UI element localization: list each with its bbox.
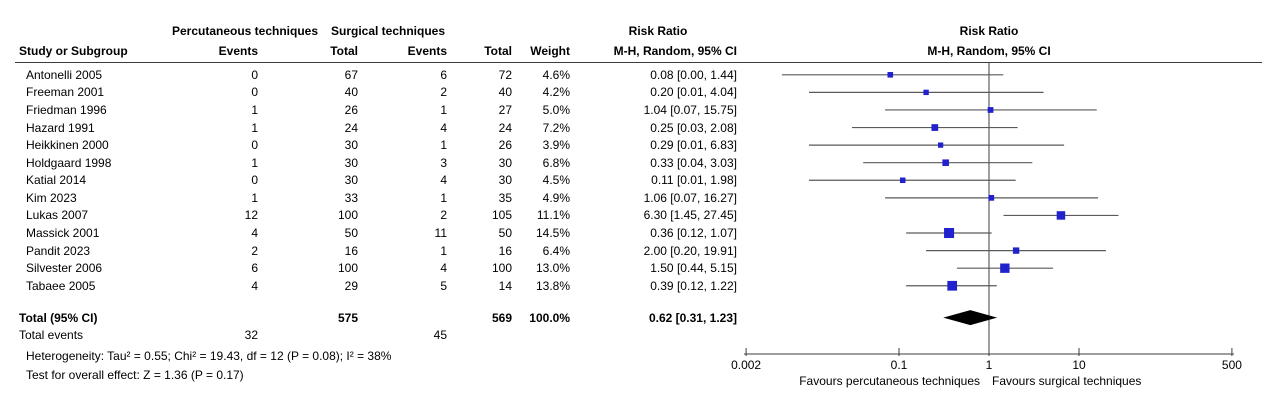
ci-text-cell: 2.00 [0.20, 19.91] [643, 243, 737, 258]
effect-marker [944, 228, 954, 238]
plot-header-mh-ci: M-H, Random, 95% CI [927, 44, 1051, 58]
study-name: Katial 2014 [26, 173, 87, 188]
effect-marker [923, 90, 928, 95]
effect-marker [988, 107, 994, 113]
study-name: Tabaee 2005 [26, 278, 96, 293]
ci-text-cell: 1.50 [0.44, 5.15] [650, 261, 737, 276]
ci-text-cell: 0.39 [0.12, 1.22] [650, 278, 737, 293]
events-surgical-cell: 2 [440, 208, 447, 223]
weight-cell: 5.0% [542, 103, 570, 117]
events-surgical-cell: 1 [440, 138, 447, 153]
events-surgical-cell: 1 [440, 103, 447, 117]
events-surgical-cell: 5 [440, 278, 447, 293]
events-surgical-cell: 3 [440, 155, 447, 170]
total-surgical-cell: 16 [498, 243, 512, 258]
total-participants-percutaneous: 575 [337, 311, 358, 325]
study-name: Kim 2023 [26, 190, 77, 205]
header-divider-line [15, 62, 1262, 63]
total-surgical-cell: 27 [498, 103, 512, 117]
effect-marker [988, 195, 994, 201]
effect-marker [900, 178, 906, 184]
summary-diamond [943, 310, 997, 325]
events-percutaneous-cell: 1 [251, 120, 258, 135]
effect-marker [931, 124, 938, 131]
group-header-surgical: Surgical techniques [330, 24, 446, 38]
ci-text-cell: 0.25 [0.03, 2.08] [650, 120, 737, 135]
group-header-percutaneous: Percutaneous techniques [171, 24, 319, 38]
events-surgical-cell: 1 [440, 243, 447, 258]
total-percutaneous-cell: 33 [344, 190, 358, 205]
weight-cell: 6.8% [542, 155, 570, 170]
axis-tick-label: 1 [985, 358, 993, 372]
events-surgical-cell: 4 [440, 173, 447, 188]
study-name: Friedman 1996 [26, 103, 107, 117]
total-participants-surgical: 569 [491, 311, 512, 325]
study-name: Pandit 2023 [26, 243, 91, 258]
total-weight: 100.0% [529, 311, 570, 325]
weight-cell: 4.6% [542, 67, 570, 82]
weight-cell: 11.1% [536, 208, 570, 223]
events-percutaneous-cell: 1 [251, 190, 258, 205]
total-surgical-cell: 72 [498, 67, 512, 82]
weight-cell: 3.9% [542, 138, 570, 153]
total-percutaneous-cell: 40 [344, 85, 358, 100]
total-surgical-cell: 40 [498, 85, 512, 100]
total-percutaneous-cell: 16 [344, 243, 358, 258]
total-percutaneous-cell: 30 [344, 173, 358, 188]
col-header-weight: Weight [530, 44, 570, 58]
axis-tick-label: 0.1 [890, 358, 908, 372]
effect-marker [1000, 264, 1009, 273]
weight-cell: 7.2% [542, 120, 570, 135]
study-name: Freeman 2001 [26, 85, 105, 100]
events-percutaneous-cell: 0 [251, 85, 258, 100]
events-surgical-cell: 11 [434, 226, 447, 240]
total-surgical-cell: 26 [498, 138, 512, 153]
total-events-percutaneous: 32 [244, 328, 258, 342]
total-percutaneous-cell: 100 [337, 208, 358, 223]
total-percutaneous-cell: 100 [337, 261, 358, 276]
risk-ratio-text-col-title: Risk Ratio [628, 24, 688, 38]
events-percutaneous-cell: 6 [251, 261, 258, 276]
col-header-events-percutaneous: Events [218, 44, 258, 58]
study-name: Hazard 1991 [26, 120, 95, 135]
weight-cell: 14.5% [535, 226, 570, 240]
events-percutaneous-cell: 4 [251, 278, 258, 293]
events-surgical-cell: 6 [440, 67, 447, 82]
ci-text-cell: 0.20 [0.01, 4.04] [650, 85, 737, 100]
weight-cell: 4.5% [542, 173, 570, 188]
ci-text-cell: 0.33 [0.04, 3.03] [650, 155, 737, 170]
ci-text-cell: 0.08 [0.00, 1.44] [650, 67, 737, 82]
total-surgical-cell: 35 [498, 190, 512, 205]
effect-marker [887, 72, 893, 78]
total-percutaneous-cell: 24 [344, 120, 358, 135]
events-percutaneous-cell: 0 [251, 67, 258, 82]
total-surgical-cell: 50 [498, 226, 512, 240]
ci-text-cell: 1.06 [0.07, 16.27] [643, 190, 737, 205]
events-surgical-cell: 4 [440, 120, 447, 135]
weight-cell: 4.2% [542, 85, 570, 100]
favours-left-label: Favours percutaneous techniques [799, 374, 980, 388]
events-surgical-cell: 4 [440, 261, 447, 276]
risk-ratio-plot-title: Risk Ratio [959, 24, 1019, 38]
total-surgical-cell: 30 [498, 173, 512, 188]
total-percutaneous-cell: 30 [344, 138, 358, 153]
favours-right-label: Favours surgical techniques [992, 374, 1142, 388]
heterogeneity-stats: Heterogeneity: Tau² = 0.55; Chi² = 19.43, df = 12 (P = 0.08); I² = 38% [26, 349, 392, 363]
col-header-mh-ci-text: M-H, Random, 95% CI [613, 44, 737, 58]
col-header-events-surgical: Events [407, 44, 447, 58]
weight-cell: 13.8% [535, 278, 570, 293]
total-surgical-cell: 30 [498, 155, 512, 170]
events-surgical-cell: 2 [440, 85, 447, 100]
events-percutaneous-cell: 1 [251, 155, 258, 170]
total-ci-text: 0.62 [0.31, 1.23] [648, 311, 737, 325]
weight-cell: 13.0% [535, 261, 570, 276]
total-percutaneous-cell: 29 [344, 278, 358, 293]
col-header-total-percutaneous: Total [330, 44, 358, 58]
effect-marker [947, 281, 957, 291]
study-name: Lukas 2007 [26, 208, 89, 223]
weight-cell: 6.4% [542, 243, 570, 258]
col-header-study: Study or Subgroup [19, 44, 128, 58]
ci-text-cell: 0.36 [0.12, 1.07] [650, 226, 737, 240]
total-percutaneous-cell: 50 [344, 226, 358, 240]
ci-text-cell: 1.04 [0.07, 15.75] [643, 103, 737, 117]
total-surgical-cell: 24 [498, 120, 512, 135]
axis-tick-label: 10 [1072, 358, 1086, 372]
effect-marker [1057, 211, 1065, 219]
total-percutaneous-cell: 67 [344, 67, 358, 82]
events-surgical-cell: 1 [440, 190, 447, 205]
overall-effect-stats: Test for overall effect: Z = 1.36 (P = 0.17) [26, 368, 244, 382]
total-surgical-cell: 14 [498, 278, 512, 293]
total-surgical-cell: 100 [491, 261, 512, 276]
total-surgical-cell: 105 [491, 208, 512, 223]
axis-tick-label: 500 [1221, 358, 1242, 372]
total-events-surgical: 45 [433, 328, 447, 342]
study-name: Heikkinen 2000 [26, 138, 109, 153]
ci-text-cell: 0.29 [0.01, 6.83] [650, 138, 737, 153]
study-name: Silvester 2006 [26, 261, 103, 276]
events-percutaneous-cell: 1 [251, 103, 258, 117]
axis-tick-label: 0.002 [731, 358, 762, 372]
events-percutaneous-cell: 0 [251, 173, 258, 188]
total-percutaneous-cell: 26 [344, 103, 358, 117]
study-name: Antonelli 2005 [26, 67, 103, 82]
events-percutaneous-cell: 0 [251, 138, 258, 153]
study-name: Massick 2001 [26, 226, 100, 240]
col-header-total-surgical: Total [484, 44, 512, 58]
ci-text-cell: 6.30 [1.45, 27.45] [643, 208, 737, 223]
effect-marker [942, 159, 949, 166]
ci-text-cell: 0.11 [0.01, 1.98] [651, 173, 737, 188]
effect-marker [938, 142, 943, 147]
total-percutaneous-cell: 30 [344, 155, 358, 170]
study-name: Holdgaard 1998 [26, 155, 112, 170]
events-percutaneous-cell: 4 [251, 226, 258, 240]
total-events-label: Total events [19, 328, 84, 342]
events-percutaneous-cell: 2 [251, 243, 258, 258]
effect-marker [1013, 247, 1019, 253]
weight-cell: 4.9% [542, 190, 570, 205]
events-percutaneous-cell: 12 [244, 208, 258, 223]
total-row-label: Total (95% CI) [19, 311, 98, 325]
